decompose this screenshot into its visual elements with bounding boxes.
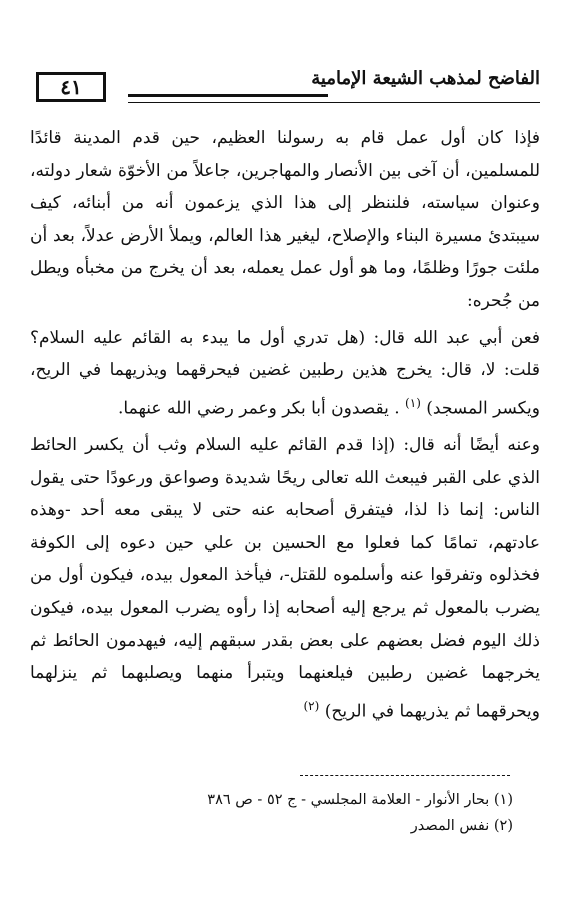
paragraph-3-text: وعنه أيضًا أنه قال: (إذا قدم القائم عليه السلام وثب أن يكسر الحائط الذي على القبر فيبعث الله تعالى ريحًا شديدة وصواعق ورعودًا حتى يقول الناس: إنما ذا لذا، فيتفرق أصحابه عنه حتى لا يبقى معه أحد -وهذه عادتهم، تمامًا كما فعلوا مع الحسين بن علي حين دعوه إلى الكوفة فخذلوه وتفرقوا عنه وأسلموه للقتل-، فيأخذ المعول بيده، فيكون أول من يضرب بالمعول ثم يرجع إليه أصحابه إذا رأوه يضرب المعول بيده، فيكون ذلك اليوم فضل بعضهم على بعض بقدر سبقهم إليه، فيهدمون الحائط ثم يخرجهما غضين رطبين فيلعنهما ويتبرأ منهما ويصلبهما ثم ينزلهما ويحرقهما ثم يذريهما في الريح) bbox=[30, 435, 540, 722]
footnote-ref-1: (١) bbox=[405, 395, 421, 410]
footnote-1: (١) بحار الأنوار - العلامة المجلسي - ج ٥٢ - ص ٣٨٦ bbox=[207, 792, 513, 808]
footnote-2: (٢) نفس المصدر bbox=[410, 818, 513, 834]
paragraph-2-text: فعن أبي عبد الله قال: (هل تدري أول ما يبدء به القائم عليه السلام؟ قلت: لا، قال: يخرج هذين رطبين غضين فيحرقهما ويذريهما في الريح، ويكسر المسجد) bbox=[30, 327, 540, 419]
header-rule-thick bbox=[128, 94, 328, 97]
page-number: ٤١ bbox=[60, 75, 82, 99]
running-header bbox=[18, 62, 548, 110]
paragraph-2 bbox=[30, 322, 540, 425]
footnote-ref-2: (٢) bbox=[303, 698, 320, 713]
footnote-separator bbox=[300, 775, 510, 776]
header-rule-thin bbox=[128, 102, 540, 103]
paragraph-3 bbox=[30, 429, 540, 728]
footnotes bbox=[53, 787, 513, 839]
body-text bbox=[30, 122, 540, 728]
paragraph-1: فإذا كان أول عمل قام به رسولنا العظيم، حين قدم المدينة قائدًا للمسلمين، أن آخى بين الأنصار والمهاجرين، جاعلاً من الأخوّة شعار دولته، وعنوان سياسته، فلننظر إلى هذا الذي يزعمون أنه من أبنائه، كيف سيبتدئ مسيرة البناء والإصلاح، ليغير هذا العالم، ويملأ الأرض عدلاً، بعد أن ملئت جورًا وظلمًا، وما هو أول عمل يعمله، بعد أن يخرج من مخبأه ويطل من جُحره: bbox=[30, 128, 540, 311]
page-number-box bbox=[36, 72, 106, 102]
running-title: الفاضح لمذهب الشيعة الإمامية bbox=[311, 68, 540, 89]
paragraph-2-tail: . يقصدون أبا بكر وعمر رضي الله عنهما. bbox=[118, 398, 400, 419]
